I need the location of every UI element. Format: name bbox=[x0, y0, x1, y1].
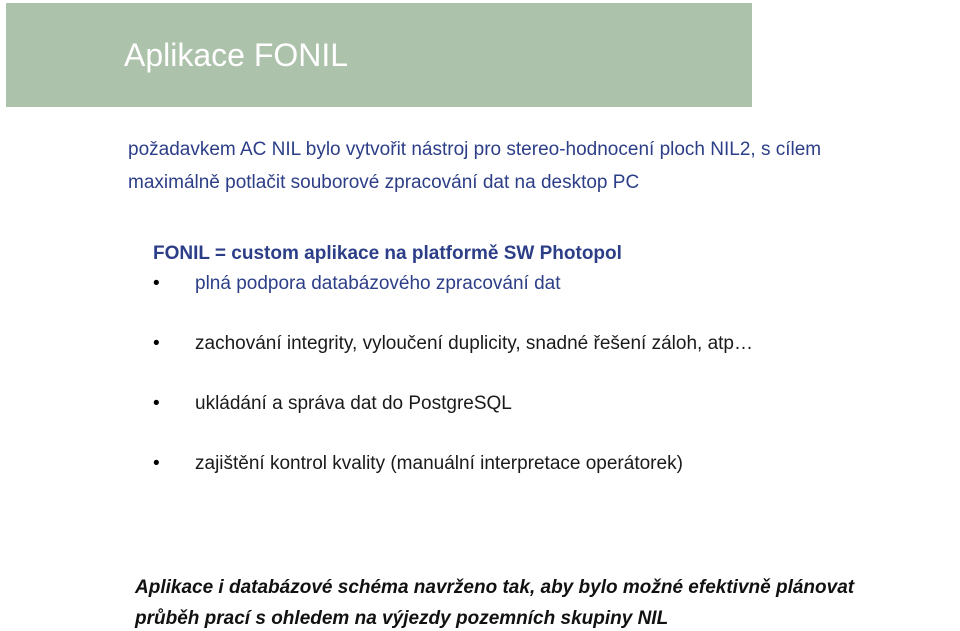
bullet-text: zachování integrity, vyloučení duplicity, snadné řešení záloh, atp… bbox=[195, 333, 753, 354]
bullet-dot-icon: • bbox=[153, 273, 160, 294]
footer-line-2: průběh prací s ohledem na výjezdy pozemních skupiny NIL bbox=[135, 608, 669, 629]
intro-line-1: požadavkem AC NIL bylo vytvořit nástroj pro stereo-hodnocení ploch NIL2, s cílem bbox=[128, 139, 822, 160]
title-bar bbox=[6, 3, 752, 107]
slide-title: Aplikace FONIL bbox=[124, 37, 349, 73]
intro-line-2: maximálně potlačit souborové zpracování dat na desktop PC bbox=[128, 172, 640, 193]
bullet-dot-icon: • bbox=[153, 453, 160, 474]
bullet-text: zajištění kontrol kvality (manuální interpretace operátorek) bbox=[195, 453, 683, 474]
bullet-dot-icon: • bbox=[153, 333, 160, 354]
bullet-dot-icon: • bbox=[153, 393, 160, 414]
footer-note bbox=[135, 572, 960, 631]
subheading: FONIL = custom aplikace na platformě SW Photopol bbox=[153, 243, 622, 264]
bullet-text: ukládání a správa dat do PostgreSQL bbox=[195, 393, 512, 414]
bullet-text: plná podpora databázového zpracování dat bbox=[195, 273, 561, 294]
intro-paragraph bbox=[128, 133, 948, 199]
footer-line-1: Aplikace i databázové schéma navrženo tak, aby bylo možné efektivně plánovat bbox=[135, 577, 855, 598]
